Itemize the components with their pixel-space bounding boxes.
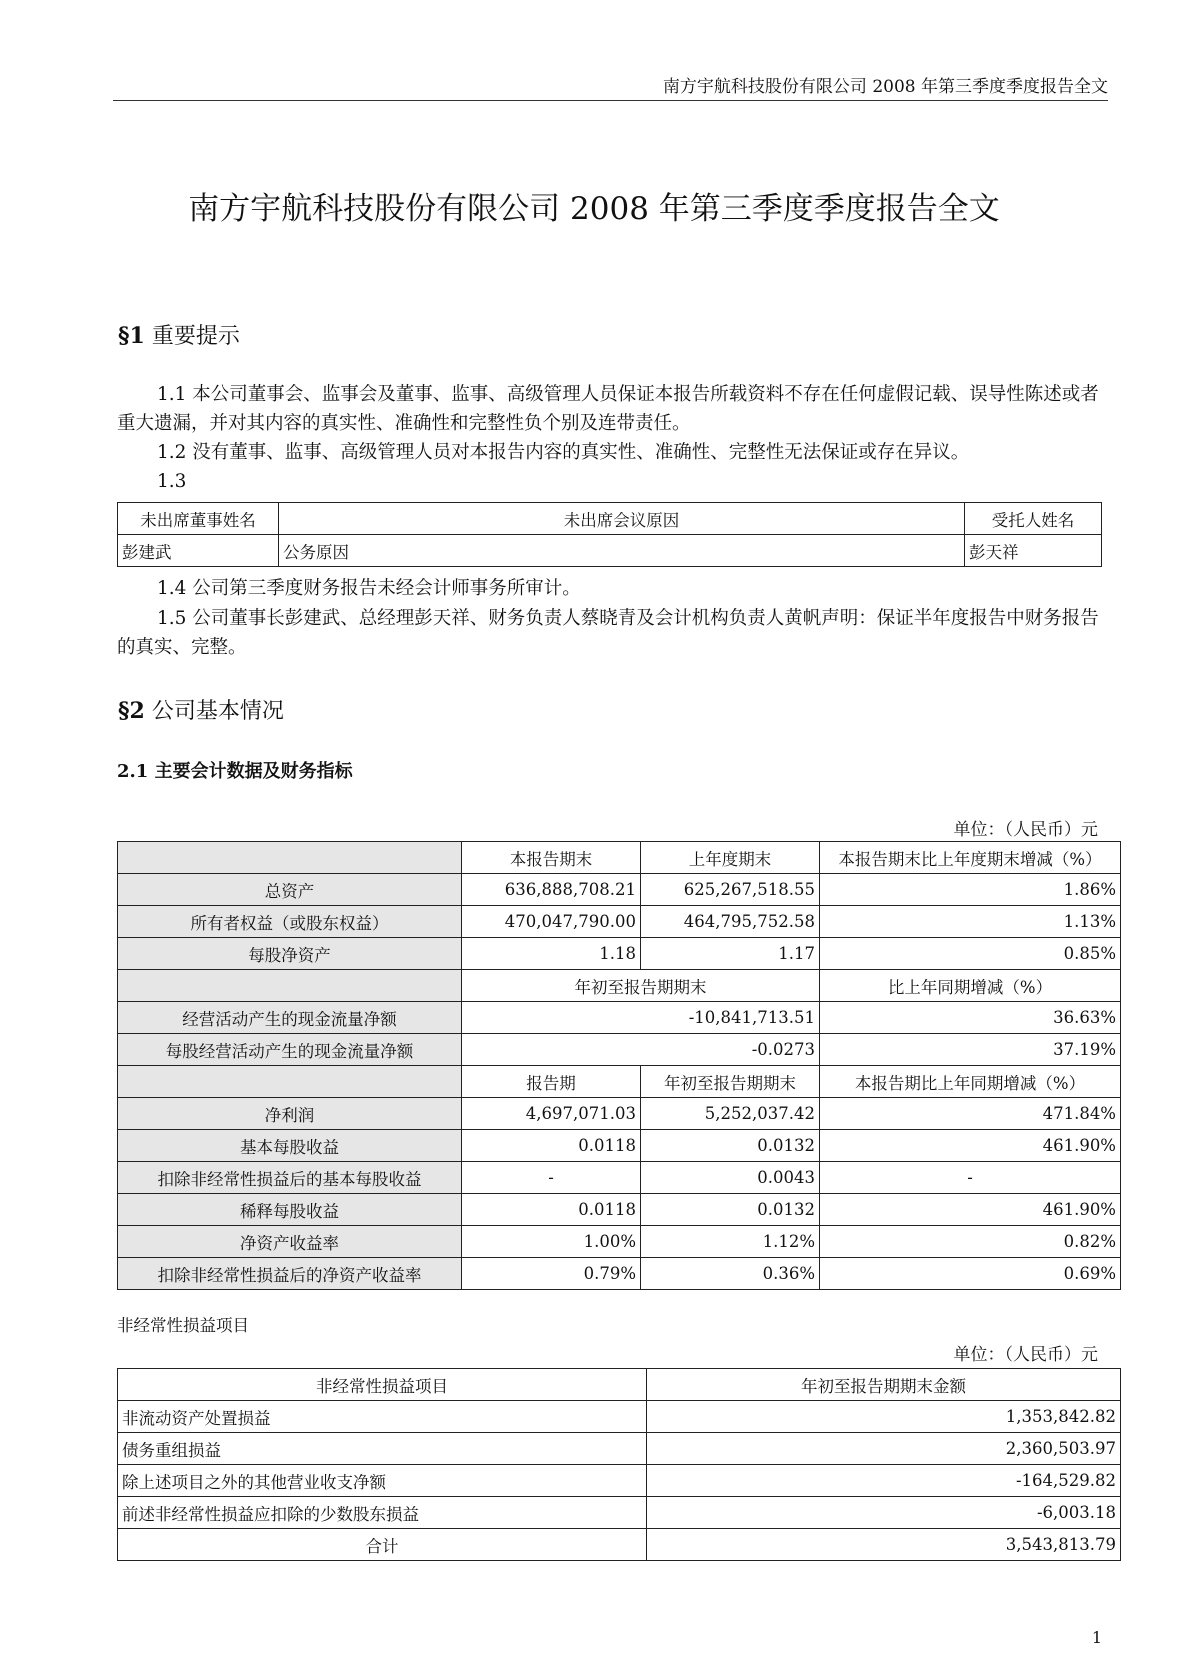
table-row <box>118 1497 1121 1529</box>
section1-title: 重要提示 <box>151 324 240 349</box>
nonrec-total-amount: 3,543,813.79 <box>647 1529 1121 1561</box>
section1-heading <box>118 319 240 350</box>
fin-cell: 625,267,518.55 <box>641 874 820 906</box>
section2-mark: §2 <box>118 698 145 724</box>
header-rule <box>113 100 1108 101</box>
fin-cell: 636,888,708.21 <box>462 874 641 906</box>
subsection-2-1-heading: 2.1 主要会计数据及财务指标 <box>117 761 353 782</box>
document-title: 南方宇航科技股份有限公司 2008 年第三季度季度报告全文 <box>188 191 1000 227</box>
table-row <box>118 1465 1121 1497</box>
fin-cell: 461.90% <box>820 1194 1121 1226</box>
table-row <box>118 1194 1121 1226</box>
nonrecurring-table <box>117 1368 1121 1561</box>
para-1-4-text: 1.4 公司第三季度财务报告未经会计师事务所审计。 <box>157 578 581 599</box>
para-1-1 <box>117 380 1102 438</box>
fin-h1-col2: 上年度期末 <box>641 842 820 874</box>
page-number: 1 <box>1091 1628 1102 1647</box>
nonrec-header-item: 非经常性损益项目 <box>118 1369 647 1401</box>
fin-cell: 1.00% <box>462 1226 641 1258</box>
absent-header-proxy: 受托人姓名 <box>965 503 1102 535</box>
fin-row-label: 所有者权益（或股东权益） <box>118 906 462 938</box>
fin-row-label: 基本每股收益 <box>118 1130 462 1162</box>
fin-cell: 461.90% <box>820 1130 1121 1162</box>
nonrecurring-label: 非经常性损益项目 <box>117 1316 249 1335</box>
section2-heading <box>118 694 284 725</box>
running-header: 南方宇航科技股份有限公司 2008 年第三季度季度报告全文 <box>662 77 1108 97</box>
table-row <box>118 938 1121 970</box>
table-row <box>118 906 1121 938</box>
nonrec-cell-item: 非流动资产处置损益 <box>118 1401 647 1433</box>
fin-cell: 0.0132 <box>641 1130 820 1162</box>
table-row <box>118 1034 1121 1066</box>
nonrec-header-amount: 年初至报告期期末金额 <box>647 1369 1121 1401</box>
table-row <box>118 1002 1121 1034</box>
para-1-4 <box>117 574 1102 603</box>
fin-cell: 1.17 <box>641 938 820 970</box>
fin-cell: 0.0118 <box>462 1194 641 1226</box>
fin-cell: 0.0118 <box>462 1130 641 1162</box>
para-1-3-text: 1.3 <box>157 471 187 492</box>
absent-cell-reason: 公务原因 <box>279 535 965 567</box>
absent-header-name: 未出席董事姓名 <box>118 503 279 535</box>
fin-row-label: 每股净资产 <box>118 938 462 970</box>
fin-cell: -10,841,713.51 <box>462 1002 820 1034</box>
fin-cell: 0.82% <box>820 1226 1121 1258</box>
fin-h3-col1: 报告期 <box>462 1066 641 1098</box>
fin-cell: 37.19% <box>820 1034 1121 1066</box>
fin-row-label: 经营活动产生的现金流量净额 <box>118 1002 462 1034</box>
fin-row-label: 每股经营活动产生的现金流量净额 <box>118 1034 462 1066</box>
fin-h2-col2: 比上年同期增减（%） <box>820 970 1121 1002</box>
fin-cell: 470,047,790.00 <box>462 906 641 938</box>
table-row <box>118 1098 1121 1130</box>
fin-row-label: 净资产收益率 <box>118 1226 462 1258</box>
table-row <box>118 1258 1121 1290</box>
fin-h2-blank <box>118 970 462 1002</box>
fin-h3-blank <box>118 1066 462 1098</box>
fin-cell: 5,252,037.42 <box>641 1098 820 1130</box>
fin-cell: - <box>462 1162 641 1194</box>
para-1-5-text: 1.5 公司董事长彭建武、总经理彭天祥、财务负责人蔡晓青及会计机构负责人黄帆声明：保证半年度报告中财务报告的真实、完整。 <box>117 608 1099 658</box>
nonrec-cell-item: 除上述项目之外的其他营业收支净额 <box>118 1465 647 1497</box>
nonrec-cell-amount: -164,529.82 <box>647 1465 1121 1497</box>
fin-cell: 1.12% <box>641 1226 820 1258</box>
fin-cell: 0.79% <box>462 1258 641 1290</box>
table-row <box>118 1162 1121 1194</box>
absent-cell-proxy: 彭天祥 <box>965 535 1102 567</box>
fin-cell: 464,795,752.58 <box>641 906 820 938</box>
fin-cell: 1.18 <box>462 938 641 970</box>
unit-label: 单位：（人民币）元 <box>953 820 1098 840</box>
fin-row-label: 稀释每股收益 <box>118 1194 462 1226</box>
fin-h3-col3: 本报告期比上年同期增减（%） <box>820 1066 1121 1098</box>
para-1-2 <box>117 438 1102 467</box>
absent-directors-table <box>117 502 1102 567</box>
para-1-2-text: 1.2 没有董事、监事、高级管理人员对本报告内容的真实性、准确性、完整性无法保证或存在异议。 <box>157 442 970 463</box>
absent-cell-name: 彭建武 <box>118 535 279 567</box>
unit-label-2: 单位：（人民币）元 <box>953 1345 1098 1365</box>
fin-cell: 0.0043 <box>641 1162 820 1194</box>
nonrec-cell-item: 前述非经常性损益应扣除的少数股东损益 <box>118 1497 647 1529</box>
nonrec-cell-item: 债务重组损益 <box>118 1433 647 1465</box>
total-row <box>118 1529 1121 1561</box>
fin-h2-col1: 年初至报告期期末 <box>462 970 820 1002</box>
fin-h1-col3: 本报告期末比上年度期末增减（%） <box>820 842 1121 874</box>
fin-cell: 36.63% <box>820 1002 1121 1034</box>
fin-row-label: 扣除非经常性损益后的基本每股收益 <box>118 1162 462 1194</box>
fin-row-label: 总资产 <box>118 874 462 906</box>
table-row <box>118 1401 1121 1433</box>
fin-cell: 1.86% <box>820 874 1121 906</box>
nonrec-cell-amount: 2,360,503.97 <box>647 1433 1121 1465</box>
nonrec-cell-amount: 1,353,842.82 <box>647 1401 1121 1433</box>
table-row <box>118 1226 1121 1258</box>
fin-h1-col1: 本报告期末 <box>462 842 641 874</box>
fin-cell: 0.0132 <box>641 1194 820 1226</box>
table-row <box>118 1433 1121 1465</box>
section2-title: 公司基本情况 <box>151 699 284 724</box>
fin-row-label: 净利润 <box>118 1098 462 1130</box>
fin-cell: 1.13% <box>820 906 1121 938</box>
para-1-3 <box>117 467 1102 496</box>
table-row <box>118 1130 1121 1162</box>
nonrec-cell-amount: -6,003.18 <box>647 1497 1121 1529</box>
section1-mark: §1 <box>118 323 145 349</box>
para-1-5 <box>117 604 1102 662</box>
fin-row-label: 扣除非经常性损益后的净资产收益率 <box>118 1258 462 1290</box>
fin-cell: -0.0273 <box>462 1034 820 1066</box>
fin-cell: 0.85% <box>820 938 1121 970</box>
nonrec-total-label: 合计 <box>118 1529 647 1561</box>
financial-indicators-table <box>117 841 1121 1290</box>
fin-cell: 4,697,071.03 <box>462 1098 641 1130</box>
para-1-1-text: 1.1 本公司董事会、监事会及董事、监事、高级管理人员保证本报告所载资料不存在任何虚假记载、误导性陈述或者重大遗漏，并对其内容的真实性、准确性和完整性负个别及连带责任。 <box>117 384 1099 434</box>
fin-cell: - <box>820 1162 1121 1194</box>
fin-h3-col2: 年初至报告期期末 <box>641 1066 820 1098</box>
fin-cell: 471.84% <box>820 1098 1121 1130</box>
fin-cell: 0.69% <box>820 1258 1121 1290</box>
fin-h1-blank <box>118 842 462 874</box>
table-row <box>118 874 1121 906</box>
absent-header-reason: 未出席会议原因 <box>279 503 965 535</box>
fin-cell: 0.36% <box>641 1258 820 1290</box>
